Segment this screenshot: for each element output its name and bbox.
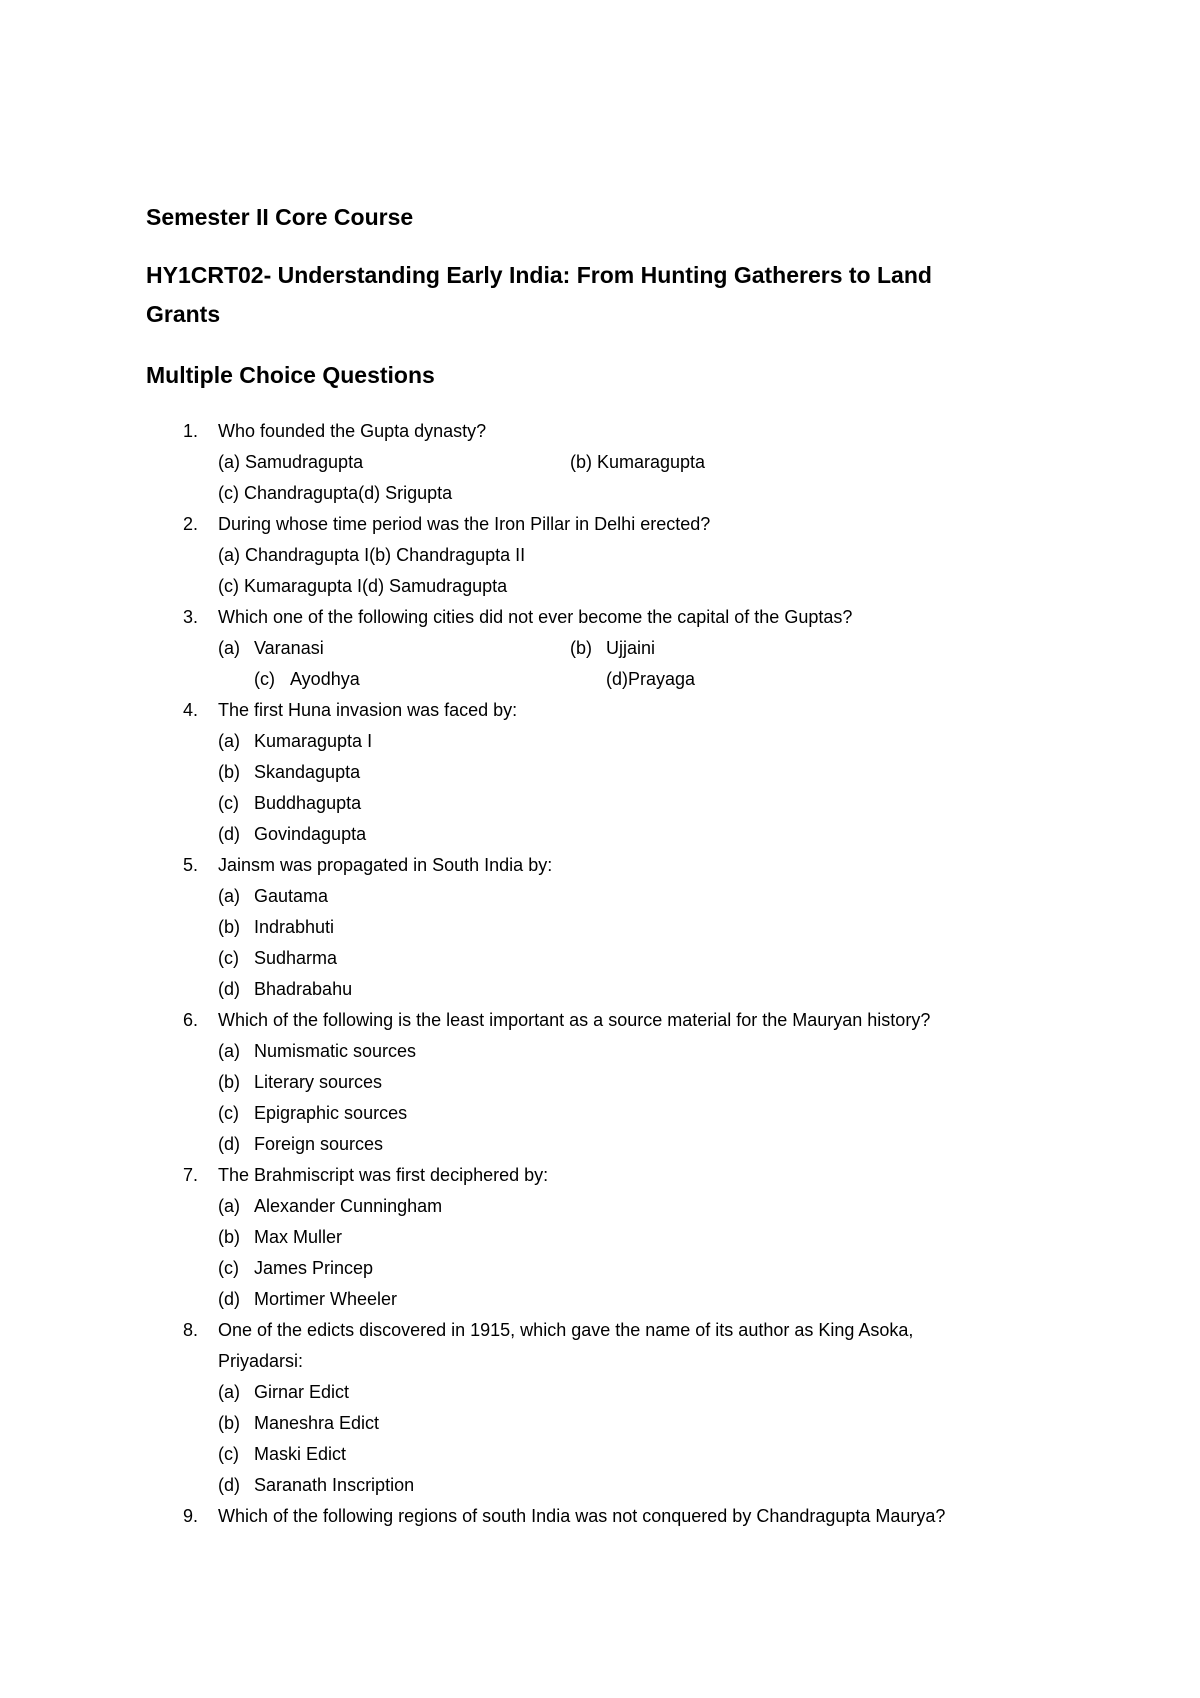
question-3 [0,602,1200,695]
option-text: Skandagupta [254,762,361,782]
course-title-line-1: HY1CRT02- Understanding Early India: From Hunting Gatherers to Land [146,262,932,288]
option-b [570,633,655,664]
option-b: (b) Kumaragupta [570,452,706,472]
question-8 [0,1315,1200,1501]
option-marker: (a) [218,731,240,751]
option-c [218,1439,346,1470]
question-number: 9. [182,1506,198,1526]
option-marker: (d) [218,1289,240,1309]
question-text: The Brahmiscript was first deciphered by: [218,1165,549,1185]
option-marker: (d) [218,1475,240,1495]
option-text: Sudharma [254,948,338,968]
option-text: Saranath Inscription [254,1475,415,1495]
option-b [218,757,360,788]
option-text: Indrabhuti [254,917,335,937]
option-text: Govindagupta [254,824,367,844]
question-5 [0,850,1200,1005]
option-c [254,664,360,695]
option-a [218,881,328,912]
option-marker: (d) [218,824,240,844]
question-text: Which of the following is the least important as a source material for the Mauryan history? [218,1010,931,1030]
option-d [218,819,366,850]
option-text: Bhadrabahu [254,979,353,999]
option-a [218,1191,442,1222]
question-number: 1. [182,421,198,441]
question-number: 6. [182,1010,198,1030]
option-a: (a) Samudragupta [218,452,364,472]
option-marker: (c) [218,948,239,968]
option-marker: (c) [218,1258,239,1278]
option-marker: (b) [218,1072,240,1092]
option-d [218,974,352,1005]
option-text: Gautama [254,886,329,906]
option-c-d: (c) Chandragupta(d) Srigupta [218,483,453,503]
question-4 [0,695,1200,850]
option-text: Buddhagupta [254,793,362,813]
option-c [218,1253,373,1284]
option-marker: (c) [218,1103,239,1123]
question-number: 3. [182,607,198,627]
question-number: 7. [182,1165,198,1185]
option-b [218,1222,342,1253]
option-marker: (c) [254,669,275,689]
course-title-line-2: Grants [146,301,221,327]
option-marker: (a) [218,1382,240,1402]
question-text: Which of the following regions of south India was not conquered by Chandragupta Maurya? [218,1506,946,1526]
option-text: Epigraphic sources [254,1103,408,1123]
option-text: Mortimer Wheeler [254,1289,398,1309]
option-marker: (b) [218,1227,240,1247]
section-heading: Multiple Choice Questions [146,362,435,388]
option-text: Ujjaini [606,638,656,658]
option-d [218,1129,383,1160]
option-text: Varanasi [254,638,324,658]
option-marker: (a) [218,1196,240,1216]
question-2 [0,509,1200,602]
question-number: 4. [182,700,198,720]
question-text: Who founded the Gupta dynasty? [218,421,487,441]
question-7 [0,1160,1200,1315]
option-b [218,1408,379,1439]
question-text: The first Huna invasion was faced by: [218,700,518,720]
option-marker: (d) [218,979,240,999]
option-b [218,912,334,943]
option-d [218,1470,414,1501]
option-text: Maneshra Edict [254,1413,380,1433]
option-a [218,726,372,757]
question-number: 5. [182,855,198,875]
option-c [218,943,337,974]
course-title [146,256,932,334]
question-text: Which one of the following cities did not ever become the capital of the Guptas? [218,607,853,627]
option-marker: (c) [218,1444,239,1464]
option-text: Max Muller [254,1227,343,1247]
option-b [218,1067,382,1098]
option-marker: (b) [218,1413,240,1433]
option-a [218,633,324,664]
question-text-continued: Priyadarsi: [218,1351,304,1371]
option-marker: (c) [218,793,239,813]
option-marker: (a) [218,886,240,906]
option-text: James Princep [254,1258,374,1278]
question-number: 8. [182,1320,198,1340]
question-text: During whose time period was the Iron Pillar in Delhi erected? [218,514,711,534]
option-text: Ayodhya [290,669,360,689]
option-marker: (a) [218,1041,240,1061]
option-text: Kumaragupta I [254,731,373,751]
option-marker: (b) [218,762,240,782]
option-d: (d)Prayaga [606,669,696,689]
option-a [218,1377,349,1408]
question-number: 2. [182,514,198,534]
option-text: Literary sources [254,1072,383,1092]
option-text: Numismatic sources [254,1041,417,1061]
option-c [218,1098,407,1129]
question-6 [0,1005,1200,1160]
option-text: Alexander Cunningham [254,1196,443,1216]
question-9 [0,1501,1200,1532]
question-text: One of the edicts discovered in 1915, which gave the name of its author as King Asoka, [218,1320,914,1340]
option-text: Maski Edict [254,1444,347,1464]
semester-heading: Semester II Core Course [146,204,414,230]
option-marker: (b) [570,638,592,658]
option-marker: (b) [218,917,240,937]
option-d [218,1284,397,1315]
question-text: Jainsm was propagated in South India by: [218,855,553,875]
option-text: Foreign sources [254,1134,384,1154]
option-c-d: (c) Kumaragupta I(d) Samudragupta [218,576,508,596]
question-1 [0,416,1200,509]
option-marker: (a) [218,638,240,658]
option-a-b: (a) Chandragupta I(b) Chandragupta II [218,545,526,565]
option-text: Girnar Edict [254,1382,350,1402]
question-list [0,416,1200,1532]
option-c [218,788,361,819]
option-a [218,1036,416,1067]
option-marker: (d) [218,1134,240,1154]
